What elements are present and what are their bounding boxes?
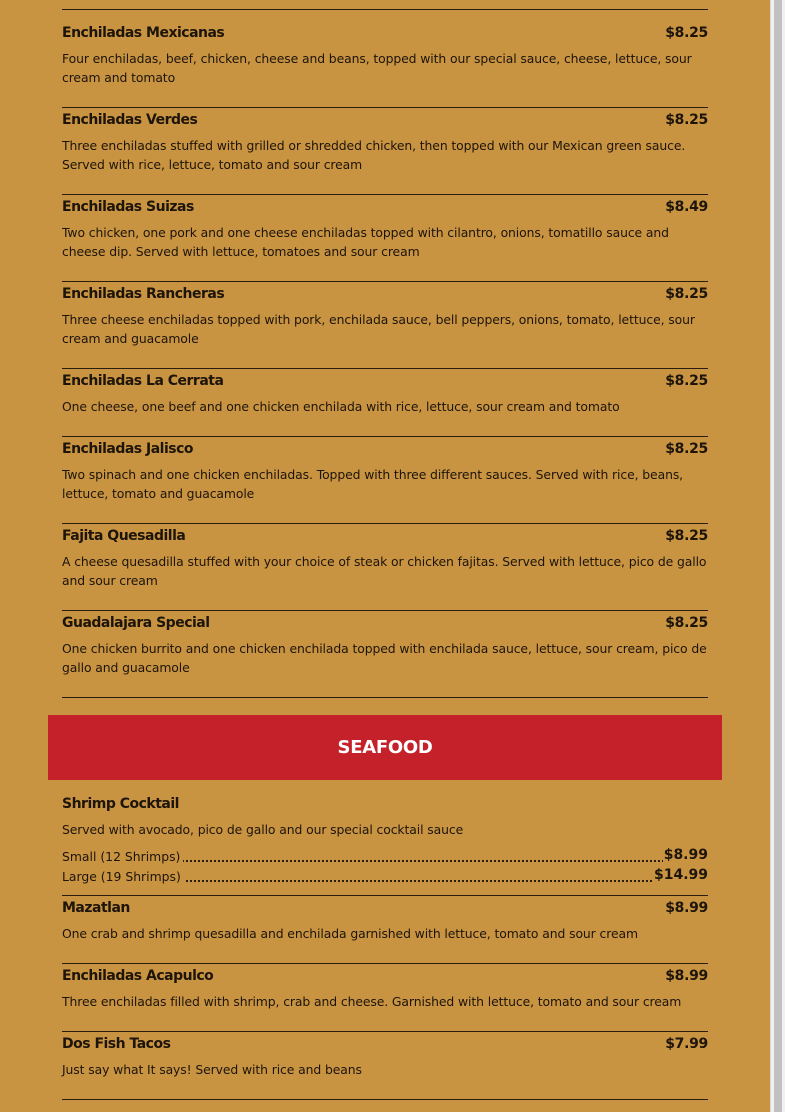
item-name: Fajita Quesadilla bbox=[62, 528, 186, 544]
item-description: One chicken burrito and one chicken enchilada topped with enchilada sauce, lettuce, sour cream, pico de gallo and guacamole bbox=[62, 641, 707, 675]
item-name: Enchiladas Verdes bbox=[62, 112, 198, 128]
item-name: Guadalajara Special bbox=[62, 615, 210, 631]
item-name: Enchiladas Suizas bbox=[62, 199, 194, 215]
size-label: Small (12 Shrimps) bbox=[62, 849, 183, 864]
item-price: $8.25 bbox=[665, 286, 708, 302]
size-option bbox=[62, 847, 708, 867]
item-description: One crab and shrimp quesadilla and enchilada garnished with lettuce, tomato and sour cream bbox=[62, 926, 638, 941]
menu-item bbox=[62, 896, 708, 964]
item-description: Two chicken, one pork and one cheese enchiladas topped with cilantro, onions, tomatillo sauce and cheese dip. Served with lettuce, tomatoes and sour cream bbox=[62, 225, 669, 259]
section-banner-seafood bbox=[48, 715, 722, 780]
section-title: SEAFOOD bbox=[337, 737, 433, 758]
scrollbar-thumb[interactable] bbox=[774, 0, 782, 1112]
item-description: Just say what It says! Served with rice and beans bbox=[62, 1062, 362, 1077]
menu-item bbox=[62, 437, 708, 524]
menu-item bbox=[62, 524, 708, 611]
item-name: Dos Fish Tacos bbox=[62, 1036, 171, 1052]
item-description: Three enchiladas filled with shrimp, crab and cheese. Garnished with lettuce, tomato and sour cream bbox=[62, 994, 682, 1009]
menu-list-seafood bbox=[62, 792, 708, 1100]
item-price: $8.25 bbox=[665, 112, 708, 128]
item-price: $7.99 bbox=[665, 1036, 708, 1052]
item-name: Enchiladas Jalisco bbox=[62, 441, 194, 457]
menu-item bbox=[62, 792, 708, 896]
item-price: $8.25 bbox=[665, 528, 708, 544]
item-price: $8.25 bbox=[665, 25, 708, 41]
item-name: Mazatlan bbox=[62, 900, 130, 916]
menu-list-enchiladas bbox=[62, 21, 708, 698]
item-description: Served with avocado, pico de gallo and our special cocktail sauce bbox=[62, 822, 464, 837]
item-description: Four enchiladas, beef, chicken, cheese and beans, topped with our special sauce, cheese, lettuce, sour cream and tomato bbox=[62, 51, 692, 85]
size-label: Large (19 Shrimps) bbox=[62, 869, 184, 884]
vertical-scrollbar[interactable] bbox=[770, 0, 785, 1112]
item-price: $8.25 bbox=[665, 441, 708, 457]
item-price: $8.25 bbox=[665, 373, 708, 389]
item-name: Enchiladas Rancheras bbox=[62, 286, 225, 302]
size-price: $14.99 bbox=[653, 867, 708, 883]
item-description: One cheese, one beef and one chicken enchilada with rice, lettuce, sour cream and tomato bbox=[62, 399, 620, 414]
menu-item bbox=[62, 195, 708, 282]
menu-item bbox=[62, 108, 708, 195]
item-price: $8.25 bbox=[665, 615, 708, 631]
size-price: $8.99 bbox=[663, 847, 708, 863]
menu-item bbox=[62, 611, 708, 698]
menu-item bbox=[62, 282, 708, 369]
item-name: Enchiladas Acapulco bbox=[62, 968, 214, 984]
item-name: Shrimp Cocktail bbox=[62, 796, 179, 812]
size-option bbox=[62, 867, 708, 887]
size-options bbox=[62, 847, 708, 887]
item-name: Enchiladas Mexicanas bbox=[62, 25, 225, 41]
item-description: Three cheese enchiladas topped with pork, enchilada sauce, bell peppers, onions, tomato, lettuce, sour cream and guacamole bbox=[62, 312, 695, 346]
menu-item bbox=[62, 1032, 708, 1100]
item-description: Two spinach and one chicken enchiladas. Topped with three different sauces. Served with rice, beans, lettuce, tomato and guacamole bbox=[62, 467, 684, 501]
item-price: $8.99 bbox=[665, 968, 708, 984]
divider bbox=[62, 9, 708, 10]
menu-item bbox=[62, 21, 708, 108]
item-name: Enchiladas La Cerrata bbox=[62, 373, 224, 389]
item-description: A cheese quesadilla stuffed with your choice of steak or chicken fajitas. Served with lettuce, pico de gallo and sour cream bbox=[62, 554, 707, 588]
menu-item bbox=[62, 964, 708, 1032]
item-price: $8.49 bbox=[665, 199, 708, 215]
item-price: $8.99 bbox=[665, 900, 708, 916]
item-description: Three enchiladas stuffed with grilled or shredded chicken, then topped with our Mexican green sauce. Served with rice, lettuce, tomato and sour cream bbox=[62, 138, 686, 172]
menu-item bbox=[62, 369, 708, 437]
